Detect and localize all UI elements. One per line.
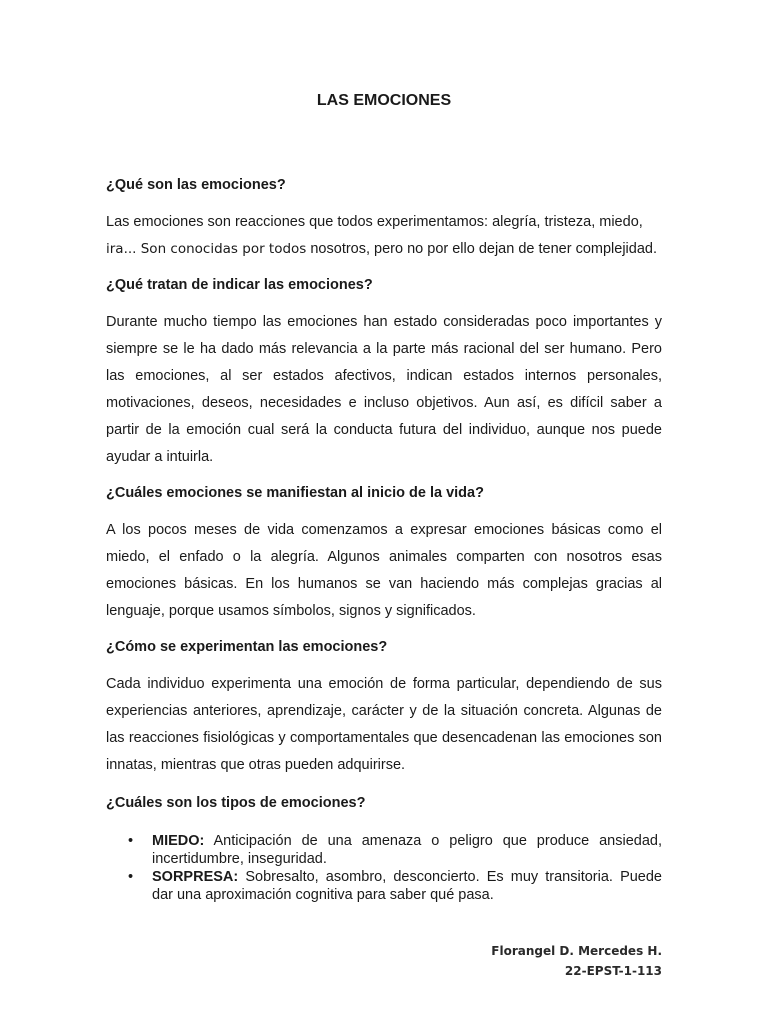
section-what-are-emotions (106, 175, 662, 263)
document-title: LAS EMOCIONES (316, 92, 452, 109)
section-heading: ¿Cuáles emociones se manifiestan al inicio de la vida? (106, 485, 484, 501)
section-heading: ¿Cuáles son los tipos de emociones? (106, 795, 366, 811)
author-id: 22-EPST-1-113 (564, 964, 662, 978)
section-how-experienced (106, 637, 662, 779)
section-what-do-emotions-indicate (106, 275, 662, 471)
section-paragraph (106, 209, 662, 263)
author-name: Florangel D. Mercedes H. (491, 944, 662, 958)
section-paragraph: Durante mucho tiempo las emociones han estado consideradas poco importantes y siempre se le ha dado más relevancia a la parte más racional del ser humano. Pero las emociones, al ser estados afectivos, indican estados internos personales, motivaciones, deseos, necesidades e incluso objetivos. Aun así, es difícil saber a partir de la emoción cual será la conducta futura del individuo, aunque nos puede ayudar a intuirla. (106, 314, 662, 465)
section-paragraph: A los pocos meses de vida comenzamos a expresar emociones básicas como el miedo, el enfado o la alegría. Algunos animales comparten con nosotros esas emociones básicas. En los humanos se van haciendo más complejas gracias al lenguaje, porque usamos símbolos, signos y significados. (106, 522, 662, 619)
paragraph-text: nosotros, pero no por ello dejan de tener complejidad. (306, 241, 657, 257)
section-types-of-emotions (106, 793, 662, 904)
list-item-term: SORPRESA: (152, 869, 239, 885)
section-heading: ¿Qué tratan de indicar las emociones? (106, 277, 373, 293)
section-heading: ¿Qué son las emociones? (106, 177, 286, 193)
paragraph-text-alt-font: ira... Son conocidas por todos (106, 241, 307, 257)
section-early-emotions (106, 483, 662, 625)
bullet-icon: • (128, 869, 134, 885)
emotion-types-list (106, 832, 662, 904)
bullet-icon: • (128, 833, 134, 849)
list-item-term: MIEDO: (152, 833, 205, 849)
list-item-text: Sobresalto, asombro, desconcierto. Es muy transitoria. Puede dar una aproximación cognitiva para saber qué pasa. (152, 869, 662, 903)
list-item (106, 868, 662, 904)
section-heading: ¿Cómo se experimentan las emociones? (106, 639, 388, 655)
list-item (106, 832, 662, 868)
paragraph-text: Las emociones son reacciones que todos experimentamos: alegría, tristeza, miedo, (106, 214, 643, 230)
section-paragraph: Cada individuo experimenta una emoción de forma particular, dependiendo de sus experiencias anteriores, aprendizaje, carácter y de la situación concreta. Algunas de las reacciones fisiológicas y comportamentales que desencadenan las emociones son innatas, mientras que otras pueden adquirirse. (106, 676, 662, 773)
list-item-text: Anticipación de una amenaza o peligro que produce ansiedad, incertidumbre, inseguridad. (152, 833, 662, 867)
author-signature (491, 941, 662, 981)
